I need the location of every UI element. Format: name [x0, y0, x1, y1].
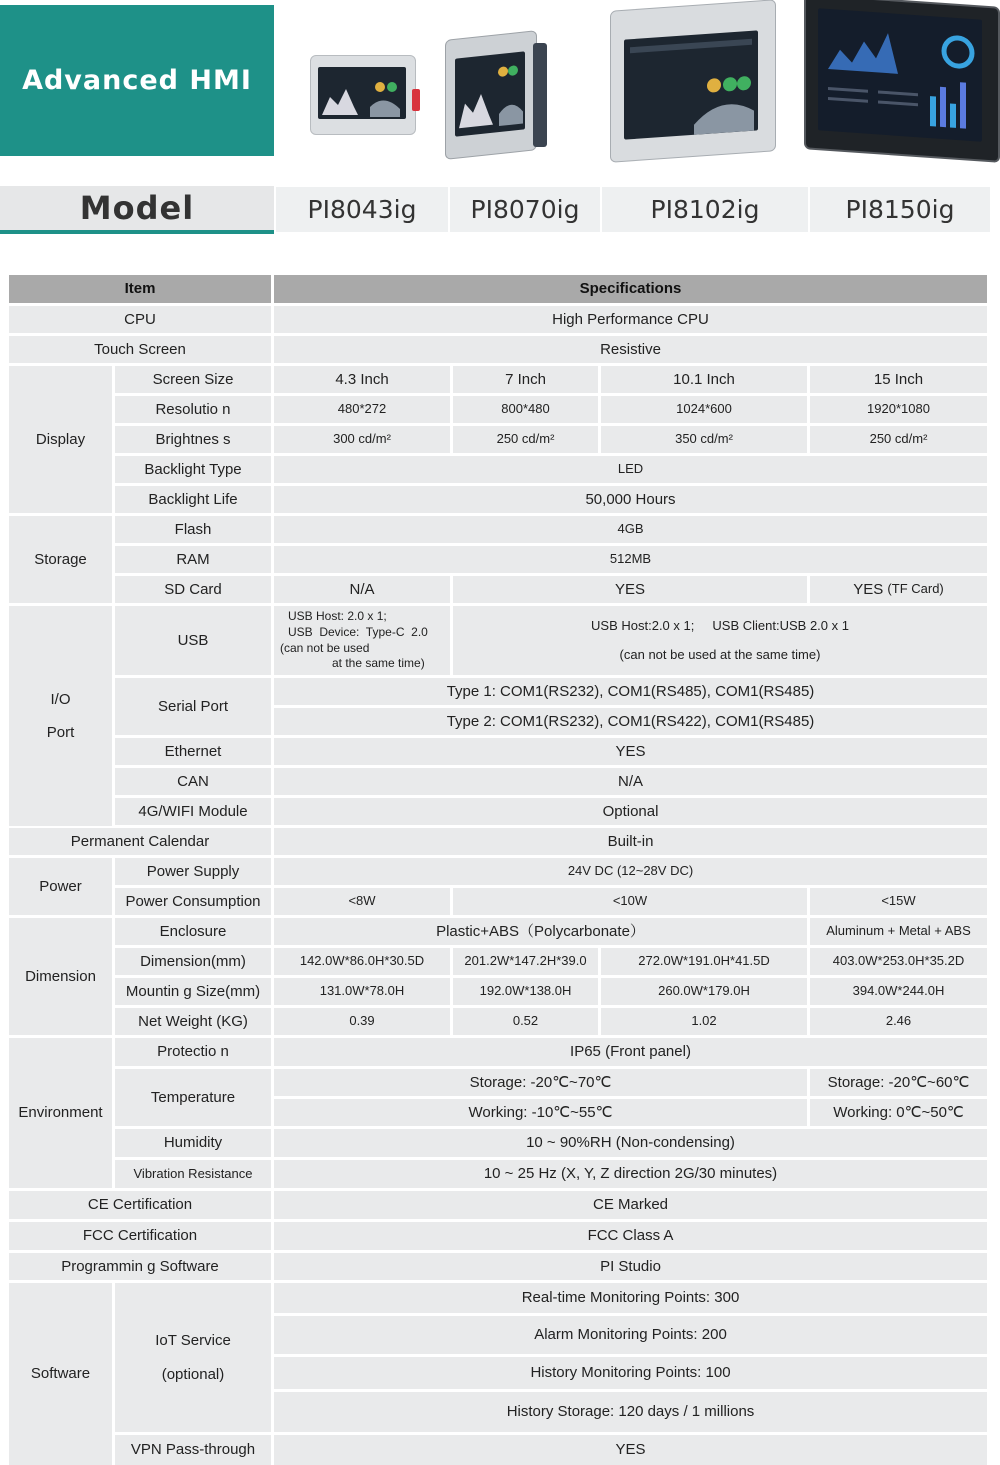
row-label-backlight-type: Backlight Type: [115, 456, 271, 483]
row-value-vpn: YES: [274, 1435, 987, 1465]
row-value-permanent-calendar: Built-in: [274, 828, 987, 855]
row-label-ram: RAM: [115, 546, 271, 573]
model-name: PI8150ig: [810, 187, 990, 232]
row-value-protection: IP65 (Front panel): [274, 1038, 987, 1066]
row-label-vibration: Vibration Resistance: [115, 1160, 271, 1188]
cell-screen-size: 4.3 Inch: [274, 366, 450, 393]
cell-sd-card: YES: [453, 576, 807, 603]
model-name: PI8102ig: [602, 187, 808, 232]
group-label-io-line2: Port: [46, 724, 75, 741]
model-name: PI8043ig: [276, 187, 448, 232]
cell-net-weight: 1.02: [601, 1008, 807, 1035]
row-value-backlight-life: 50,000 Hours: [274, 486, 987, 513]
usb-left-line: at the same time): [332, 656, 425, 671]
table-header-spec: Specifications: [274, 275, 987, 303]
cell-sd-card: [810, 576, 987, 603]
row-label-protection: Protectio n: [115, 1038, 271, 1066]
group-label-software: Software: [9, 1283, 112, 1465]
row-value-can: N/A: [274, 768, 987, 795]
cell-usb-model-1: [274, 606, 450, 675]
row-value-iot: Alarm Monitoring Points: 200: [274, 1316, 987, 1354]
group-label-io-line1: I/O: [50, 690, 71, 708]
cell-net-weight: 0.39: [274, 1008, 450, 1035]
cell-resolution: 1920*1080: [810, 396, 987, 423]
row-value-iot: History Monitoring Points: 100: [274, 1357, 987, 1389]
sd-card-tf-note: (TF Card): [887, 581, 944, 597]
usb-left-line: (can not be used: [280, 640, 370, 655]
cell-brightness: 250 cd/m²: [810, 426, 987, 453]
cell-resolution: 1024*600: [601, 396, 807, 423]
row-value-serial-type1: Type 1: COM1(RS232), COM1(RS485), COM1(RS485): [274, 678, 987, 705]
banner: [0, 5, 274, 156]
row-label-flash: Flash: [115, 516, 271, 543]
model-underline: [0, 230, 274, 234]
cell-usb-other-models: [453, 606, 987, 675]
cell-working-temp: Working: 0℃~50℃: [810, 1099, 987, 1126]
cell-working-temp: Working: -10℃~55℃: [274, 1099, 807, 1126]
cell-enclosure: Plastic+ABS（Polycarbonate）: [274, 918, 807, 945]
model-label: Model: [0, 186, 274, 230]
cell-sd-card: N/A: [274, 576, 450, 603]
row-label-fcc: FCC Certification: [9, 1222, 271, 1250]
row-label-enclosure: Enclosure: [115, 918, 271, 945]
row-value-ram: 512MB: [274, 546, 987, 573]
cell-power-consumption: <15W: [810, 888, 987, 915]
row-label-can: CAN: [115, 768, 271, 795]
cell-storage-temp: Storage: -20℃~60℃: [810, 1069, 987, 1096]
row-value-fcc: FCC Class A: [274, 1222, 987, 1250]
cell-resolution: 800*480: [453, 396, 598, 423]
row-label-power-consumption: Power Consumption: [115, 888, 271, 915]
row-value-iot: Real-time Monitoring Points: 300: [274, 1283, 987, 1313]
iot-label-line1: IoT Service: [155, 1332, 231, 1350]
cell-screen-size: 7 Inch: [453, 366, 598, 393]
row-label-mounting-size: Mountin g Size(mm): [115, 978, 271, 1005]
cell-dimension-mm: 142.0W*86.0H*30.5D: [274, 948, 450, 975]
row-label-programming-software: Programmin g Software: [9, 1253, 271, 1280]
row-label-4g-wifi: 4G/WIFI Module: [115, 798, 271, 825]
sd-card-yes: YES: [853, 580, 884, 598]
row-value-ethernet: YES: [274, 738, 987, 765]
row-label-backlight-life: Backlight Life: [115, 486, 271, 513]
cell-dimension-mm: 403.0W*253.0H*35.2D: [810, 948, 987, 975]
row-label-usb: USB: [115, 606, 271, 675]
cell-mounting-size: 394.0W*244.0H: [810, 978, 987, 1005]
device-image-pi8102ig: [610, 5, 778, 163]
cell-net-weight: 0.52: [453, 1008, 598, 1035]
row-label-sd-card: SD Card: [115, 576, 271, 603]
row-label-screen-size: Screen Size: [115, 366, 271, 393]
group-label-io-port: [9, 606, 112, 826]
row-label-temperature: Temperature: [115, 1069, 271, 1126]
row-label-touch-screen: Touch Screen: [9, 336, 271, 363]
cell-mounting-size: 131.0W*78.0H: [274, 978, 450, 1005]
row-value-iot: History Storage: 120 days / 1 millions: [274, 1392, 987, 1432]
row-value-touch-screen: Resistive: [274, 336, 987, 363]
row-label-cpu: CPU: [9, 306, 271, 333]
row-label-net-weight: Net Weight (KG): [115, 1008, 271, 1035]
cell-screen-size: 10.1 Inch: [601, 366, 807, 393]
iot-label-line2: (optional): [161, 1365, 225, 1383]
cell-mounting-size: 192.0W*138.0H: [453, 978, 598, 1005]
row-label-serial-port: Serial Port: [115, 678, 271, 735]
cell-mounting-size: 260.0W*179.0H: [601, 978, 807, 1005]
model-name: PI8070ig: [450, 187, 600, 232]
row-label-brightness: Brightnes s: [115, 426, 271, 453]
row-value-cpu: High Performance CPU: [274, 306, 987, 333]
row-value-humidity: 10 ~ 90%RH (Non-condensing): [274, 1129, 987, 1157]
cell-brightness: 300 cd/m²: [274, 426, 450, 453]
row-label-ethernet: Ethernet: [115, 738, 271, 765]
row-value-serial-type2: Type 2: COM1(RS232), COM1(RS422), COM1(RS485): [274, 708, 987, 735]
group-label-display: Display: [9, 366, 112, 513]
cell-power-consumption: <10W: [453, 888, 807, 915]
row-label-dimension-mm: Dimension(mm): [115, 948, 271, 975]
usb-right-line2: (can not be used at the same time): [619, 646, 821, 662]
cell-power-consumption: <8W: [274, 888, 450, 915]
usb-left-line: USB Host: 2.0 x 1;: [288, 609, 387, 624]
device-image-pi8043ig: [310, 55, 420, 135]
cell-brightness: 350 cd/m²: [601, 426, 807, 453]
row-value-ce: CE Marked: [274, 1191, 987, 1219]
cell-dimension-mm: 201.2W*147.2H*39.0: [453, 948, 598, 975]
group-label-storage: Storage: [9, 516, 112, 603]
cell-enclosure: Aluminum + Metal + ABS: [810, 918, 987, 945]
device-image-pi8070ig: [445, 35, 550, 157]
cell-screen-size: 15 Inch: [810, 366, 987, 393]
row-label-vpn: VPN Pass-through: [115, 1435, 271, 1465]
banner-title: Advanced HMI: [22, 65, 252, 96]
row-value-4g-wifi: Optional: [274, 798, 987, 825]
usb-left-line: USB Device: Type-C 2.0: [288, 624, 428, 639]
group-label-power: Power: [9, 858, 112, 915]
table-header-item: Item: [9, 275, 271, 303]
row-label-power-supply: Power Supply: [115, 858, 271, 885]
device-image-pi8150ig: [800, 0, 1000, 160]
row-value-flash: 4GB: [274, 516, 987, 543]
cell-dimension-mm: 272.0W*191.0H*41.5D: [601, 948, 807, 975]
row-label-ce: CE Certification: [9, 1191, 271, 1219]
row-label-humidity: Humidity: [115, 1129, 271, 1157]
group-label-environment: Environment: [9, 1038, 112, 1188]
cell-net-weight: 2.46: [810, 1008, 987, 1035]
cell-storage-temp: Storage: -20℃~70℃: [274, 1069, 807, 1096]
row-value-vibration: 10 ~ 25 Hz (X, Y, Z direction 2G/30 minutes): [274, 1160, 987, 1188]
usb-right-line1: USB Host:2.0 x 1; USB Client:USB 2.0 x 1: [591, 617, 849, 633]
row-value-power-supply: 24V DC (12~28V DC): [274, 858, 987, 885]
cell-brightness: 250 cd/m²: [453, 426, 598, 453]
cell-resolution: 480*272: [274, 396, 450, 423]
group-label-dimension: Dimension: [9, 918, 112, 1035]
row-label-resolution: Resolutio n: [115, 396, 271, 423]
row-label-iot-service: [115, 1283, 271, 1432]
row-label-permanent-calendar: Permanent Calendar: [9, 828, 271, 855]
row-value-programming-software: PI Studio: [274, 1253, 987, 1280]
row-value-backlight-type: LED: [274, 456, 987, 483]
